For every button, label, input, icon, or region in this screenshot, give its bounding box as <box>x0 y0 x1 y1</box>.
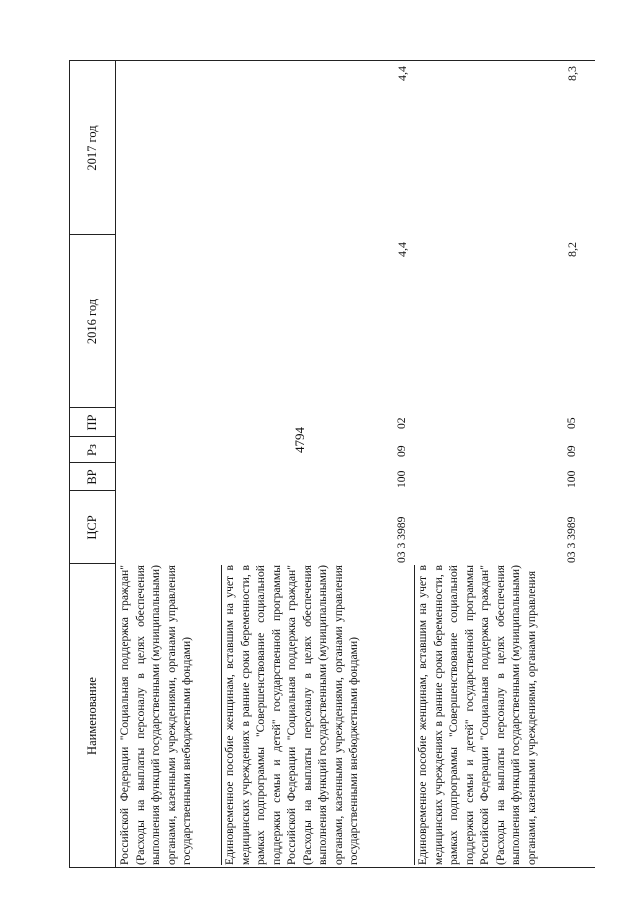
header-pr: ПР <box>84 414 99 431</box>
header-rz: Рз <box>84 444 99 456</box>
value-2016: 8,2 <box>565 242 579 257</box>
table-right-border <box>69 60 595 61</box>
vr-code: 100 <box>395 470 408 488</box>
header-csr: ЦСР <box>84 515 99 540</box>
header-2017: 2017 год <box>84 125 99 171</box>
value-2017: 8,3 <box>565 66 579 81</box>
header-name: Наименование <box>84 677 99 755</box>
table-left-border <box>69 867 595 868</box>
csr-code: 03 3 3989 <box>565 516 578 563</box>
pr-code: 02 <box>395 417 408 429</box>
table-row-name: Российской Федерации "Социальная поддержка граждан" (Расходы на выплаты персоналу в целях обеспечения выполнения функций государственными (муниципальными) органами, казенными учреждениями, органами управления государственными внебюджетными фондами) <box>118 565 193 865</box>
header-vr: ВР <box>84 469 99 485</box>
rz-code: 09 <box>565 445 578 457</box>
value-2016: 4,4 <box>395 242 409 257</box>
value-2017: 4,4 <box>395 66 409 81</box>
table-row-name: Единовременное пособие женщинам, вставшим на учет в медицинских учреждениях в ранние сроки беременности, в рамках подпрограммы "Совершенствование социальной поддержки семьи и детей" государственной программы Российской Федерации "Социальная поддержка граждан" (Расходы на выплаты персоналу в целях обеспечения выполнения функций государственными (муниципальными) органами, казенными учреждениями, органами управления государственными внебюджетными фондами) <box>223 565 360 865</box>
page-number: 4794 <box>292 427 307 453</box>
csr-code: 03 3 3989 <box>395 516 408 563</box>
vr-code: 100 <box>565 470 578 488</box>
rz-code: 09 <box>395 445 408 457</box>
pr-code: 05 <box>565 417 578 429</box>
header-2016: 2016 год <box>84 298 99 345</box>
table-row-name: Единовременное пособие женщинам, вставшим на учет в медицинских учреждениях в ранние сроки беременности, в рамках подпрограммы "Совершенствование социальной поддержки семьи и детей" государственной программы Российской Федерации "Социальная поддержка граждан" (Расходы на выплаты персоналу в целях обеспечения выполнения функций государственными (муниципальными) органами, казенными учреждениями, органами управления <box>416 565 538 865</box>
header-bottom-border <box>115 60 116 868</box>
budget-table <box>69 60 595 868</box>
